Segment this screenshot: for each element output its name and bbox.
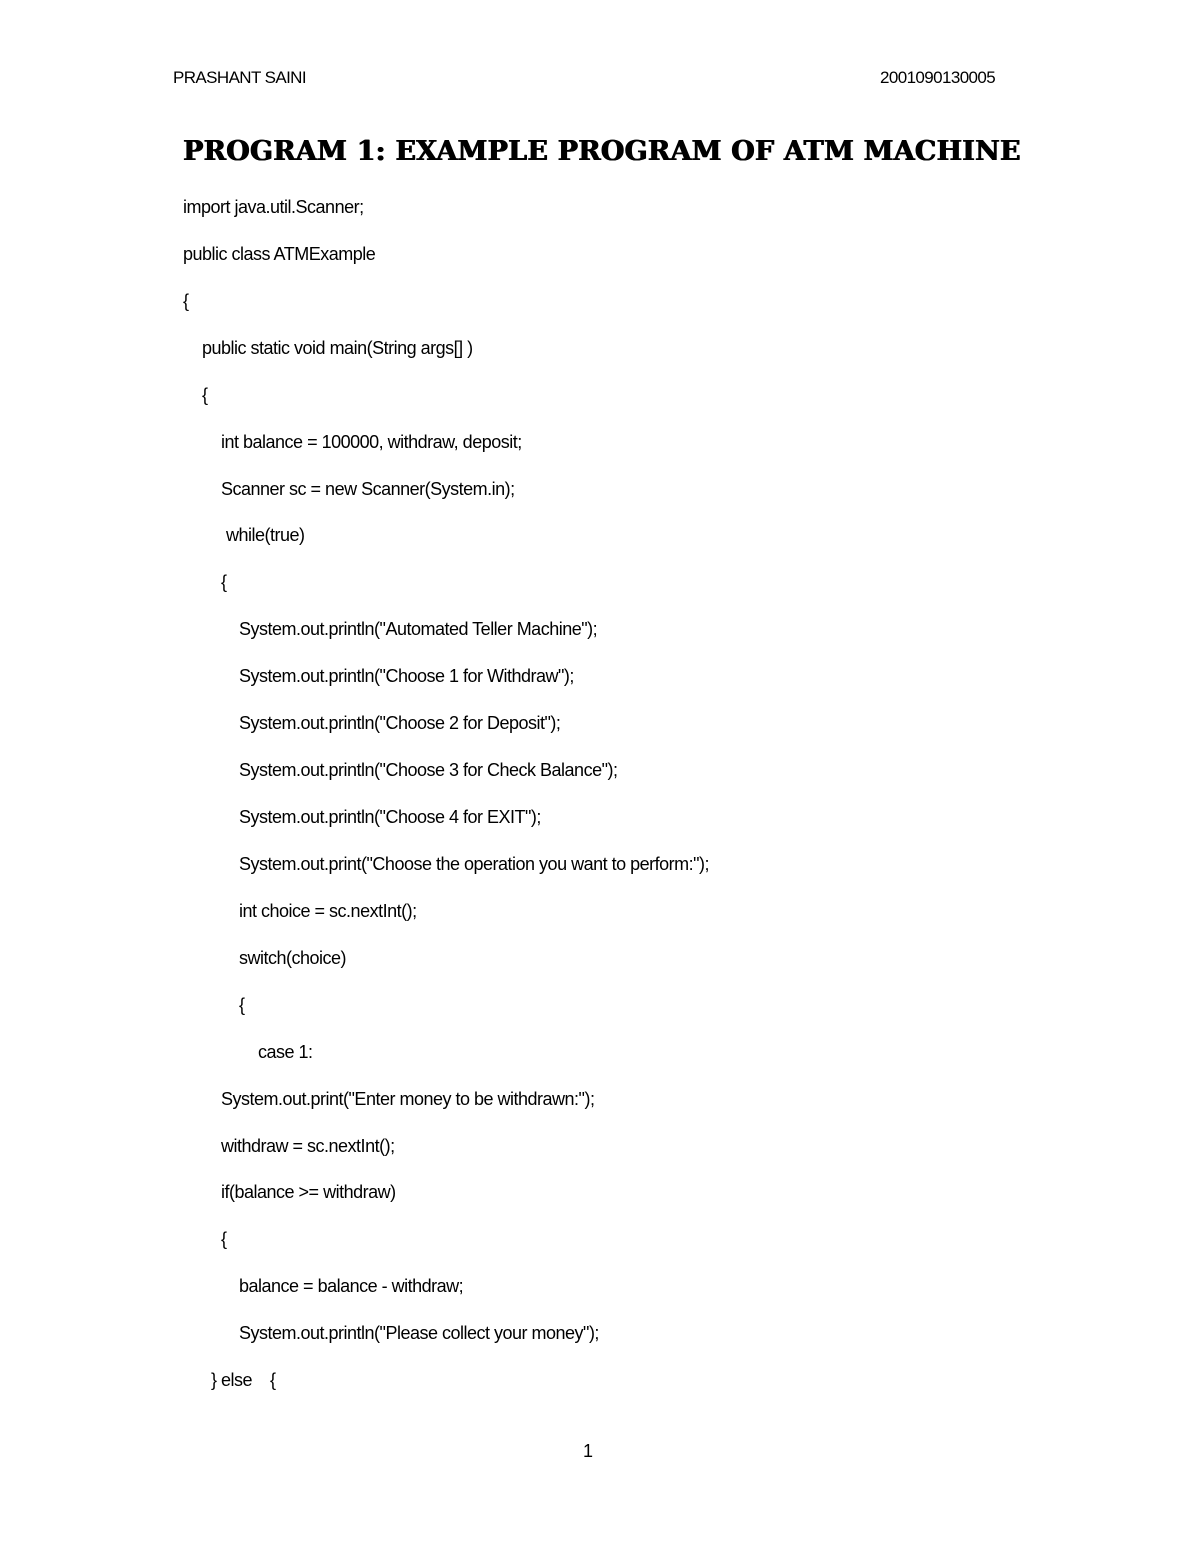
header-author: PRASHANT SAINI [173, 68, 306, 87]
code-line: balance = balance - withdraw; [239, 1276, 464, 1296]
code-line: System.out.print("Choose the operation you want to perform:"); [239, 854, 710, 874]
code-line: { [221, 572, 227, 592]
code-line: System.out.println("Choose 1 for Withdraw"); [239, 666, 574, 686]
code-line: System.out.println("Choose 4 for EXIT"); [239, 807, 541, 827]
code-line: case 1: [258, 1042, 313, 1062]
code-line: while(true) [226, 525, 305, 545]
code-line: { [239, 995, 245, 1015]
header-roll-number: 2001090130005 [880, 68, 996, 87]
code-line: System.out.println("Please collect your money"); [239, 1323, 599, 1343]
code-line: Scanner sc = new Scanner(System.in); [221, 479, 515, 499]
program-title: PROGRAM 1: EXAMPLE PROGRAM OF ATM MACHINE [183, 136, 1021, 167]
code-line: System.out.println("Automated Teller Machine"); [239, 619, 598, 639]
code-line: public static void main(String args[] ) [202, 338, 473, 358]
code-line: System.out.println("Choose 2 for Deposit"); [239, 713, 561, 733]
code-line: switch(choice) [239, 948, 347, 968]
code-line: import java.util.Scanner; [183, 197, 364, 217]
code-line: int choice = sc.nextInt(); [239, 901, 417, 921]
code-line: { [183, 291, 189, 311]
code-line: System.out.println("Choose 3 for Check Balance"); [239, 760, 618, 780]
code-line: System.out.print("Enter money to be withdrawn:"); [221, 1089, 595, 1109]
code-line: { [221, 1229, 227, 1249]
code-line: int balance = 100000, withdraw, deposit; [221, 432, 522, 452]
code-line: withdraw = sc.nextInt(); [221, 1136, 395, 1156]
code-line: if(balance >= withdraw) [221, 1182, 396, 1202]
code-line: { [202, 385, 208, 405]
code-line: } else { [211, 1370, 276, 1390]
code-line: public class ATMExample [183, 244, 376, 264]
page-number: 1 [583, 1441, 594, 1461]
